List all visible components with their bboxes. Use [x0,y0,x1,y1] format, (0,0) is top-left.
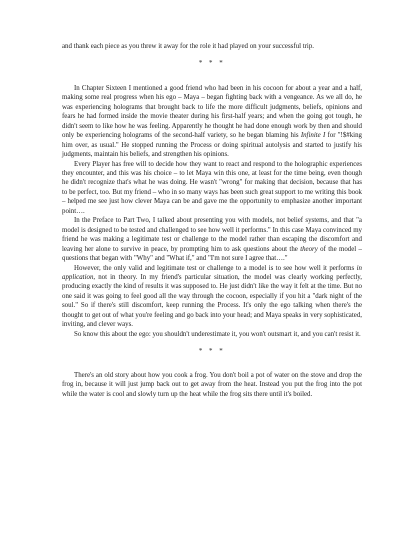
paragraph-every-player: Every Player has free will to decide how they want to react and respond to the holographic experiences they encounter, and this was his choice – to let Maya win this one, at least for the time being, even though he didn't recognize that's what he was doing. He wasn't "wrong" for making that decision, because that has to be perfect, too. But my friend – who in so many ways has been such great support to me writing this book – helped me see just how clever Maya can be and gave me the opportunity to emphasize another important point…. [62,160,362,215]
paragraph-chapter-sixteen [62,84,362,160]
section-separator: * * * [198,60,226,68]
section-separator: * * * [198,348,226,356]
text-run: for "!$#king him over, as usual." He stopped running the Process or doing spiritual autolysis and started to justify his judgments, maintain his beliefs, and strengthen his opinions. [62,132,362,159]
opening-paragraph: and thank each piece as you threw it away for the role it had played on your successful trip. [62,43,314,50]
paragraph-however [62,264,362,330]
text-run: of the model – questions that began with "Why" and "What if," and "I'm not sure I agree that…." [62,245,362,263]
paragraph-so-know: So know this about the ego: you shouldn't underestimate it, you won't outsmart it, and you can't resist it. [74,330,361,338]
text-run: , not in theory. In my friend's particular situation, the model was clearly working perfectly, producing exactly the kind of results it was supposed to. He just didn't like the way it felt at the time. But no one said it was going to feel good all the way through the cocoon, especially if you hit a "dark night of the soul." So if there's still discomfort, keep running the Process. It's only the ego talking when there's the thought to get out of what you're feeling and go back into your head; and Maya speaks in very sophisticated, inviting, and clever ways. [62,273,362,329]
text-run: However, the only valid and legitimate test or challenge to a model is to see how well it performs [74,264,357,272]
paragraph-preface [62,216,362,263]
document-page [62,42,362,399]
italic-term: Infinite I [300,132,326,140]
italic-term: theory [300,245,318,253]
text-run: In the Preface to Part Two, I talked about presenting you with models, not belief systems, and that "a model is designed to be tested and challenged to see how well it performs." In this case Maya convinced my friend he was making a legitimate test or challenge to the model rather than escaping the discomfort and leaving her alone to survive in peace, by prompting him to ask questions about the [62,217,362,253]
italic-term: in application [62,264,362,281]
text-run: In Chapter Sixteen I mentioned a good friend who had been in his cocoon for about a year and a half, making some real progress when his ego – Maya – began fighting back with a vengeance. As we all do, he was experiencing holograms that brought back to life the more difficult judgments, beliefs, opinions and fears he had formed inside the movie theater during his first-half years; and when the going got tough, he didn't seem to like how he was feeling. Apparently he thought he had done enough work by then and should only be experiencing holograms of the second-half variety, so he began blaming his [62,84,362,140]
paragraph-frog: There's an old story about how you cook a frog. You don't boil a pot of water on the stove and drop the frog in, because it will just jump back out to get away from the heat. Instead you put the frog into the pot while the water is cool and slowly turn up the heat while the frog sits there until it's boiled. [62,371,362,398]
